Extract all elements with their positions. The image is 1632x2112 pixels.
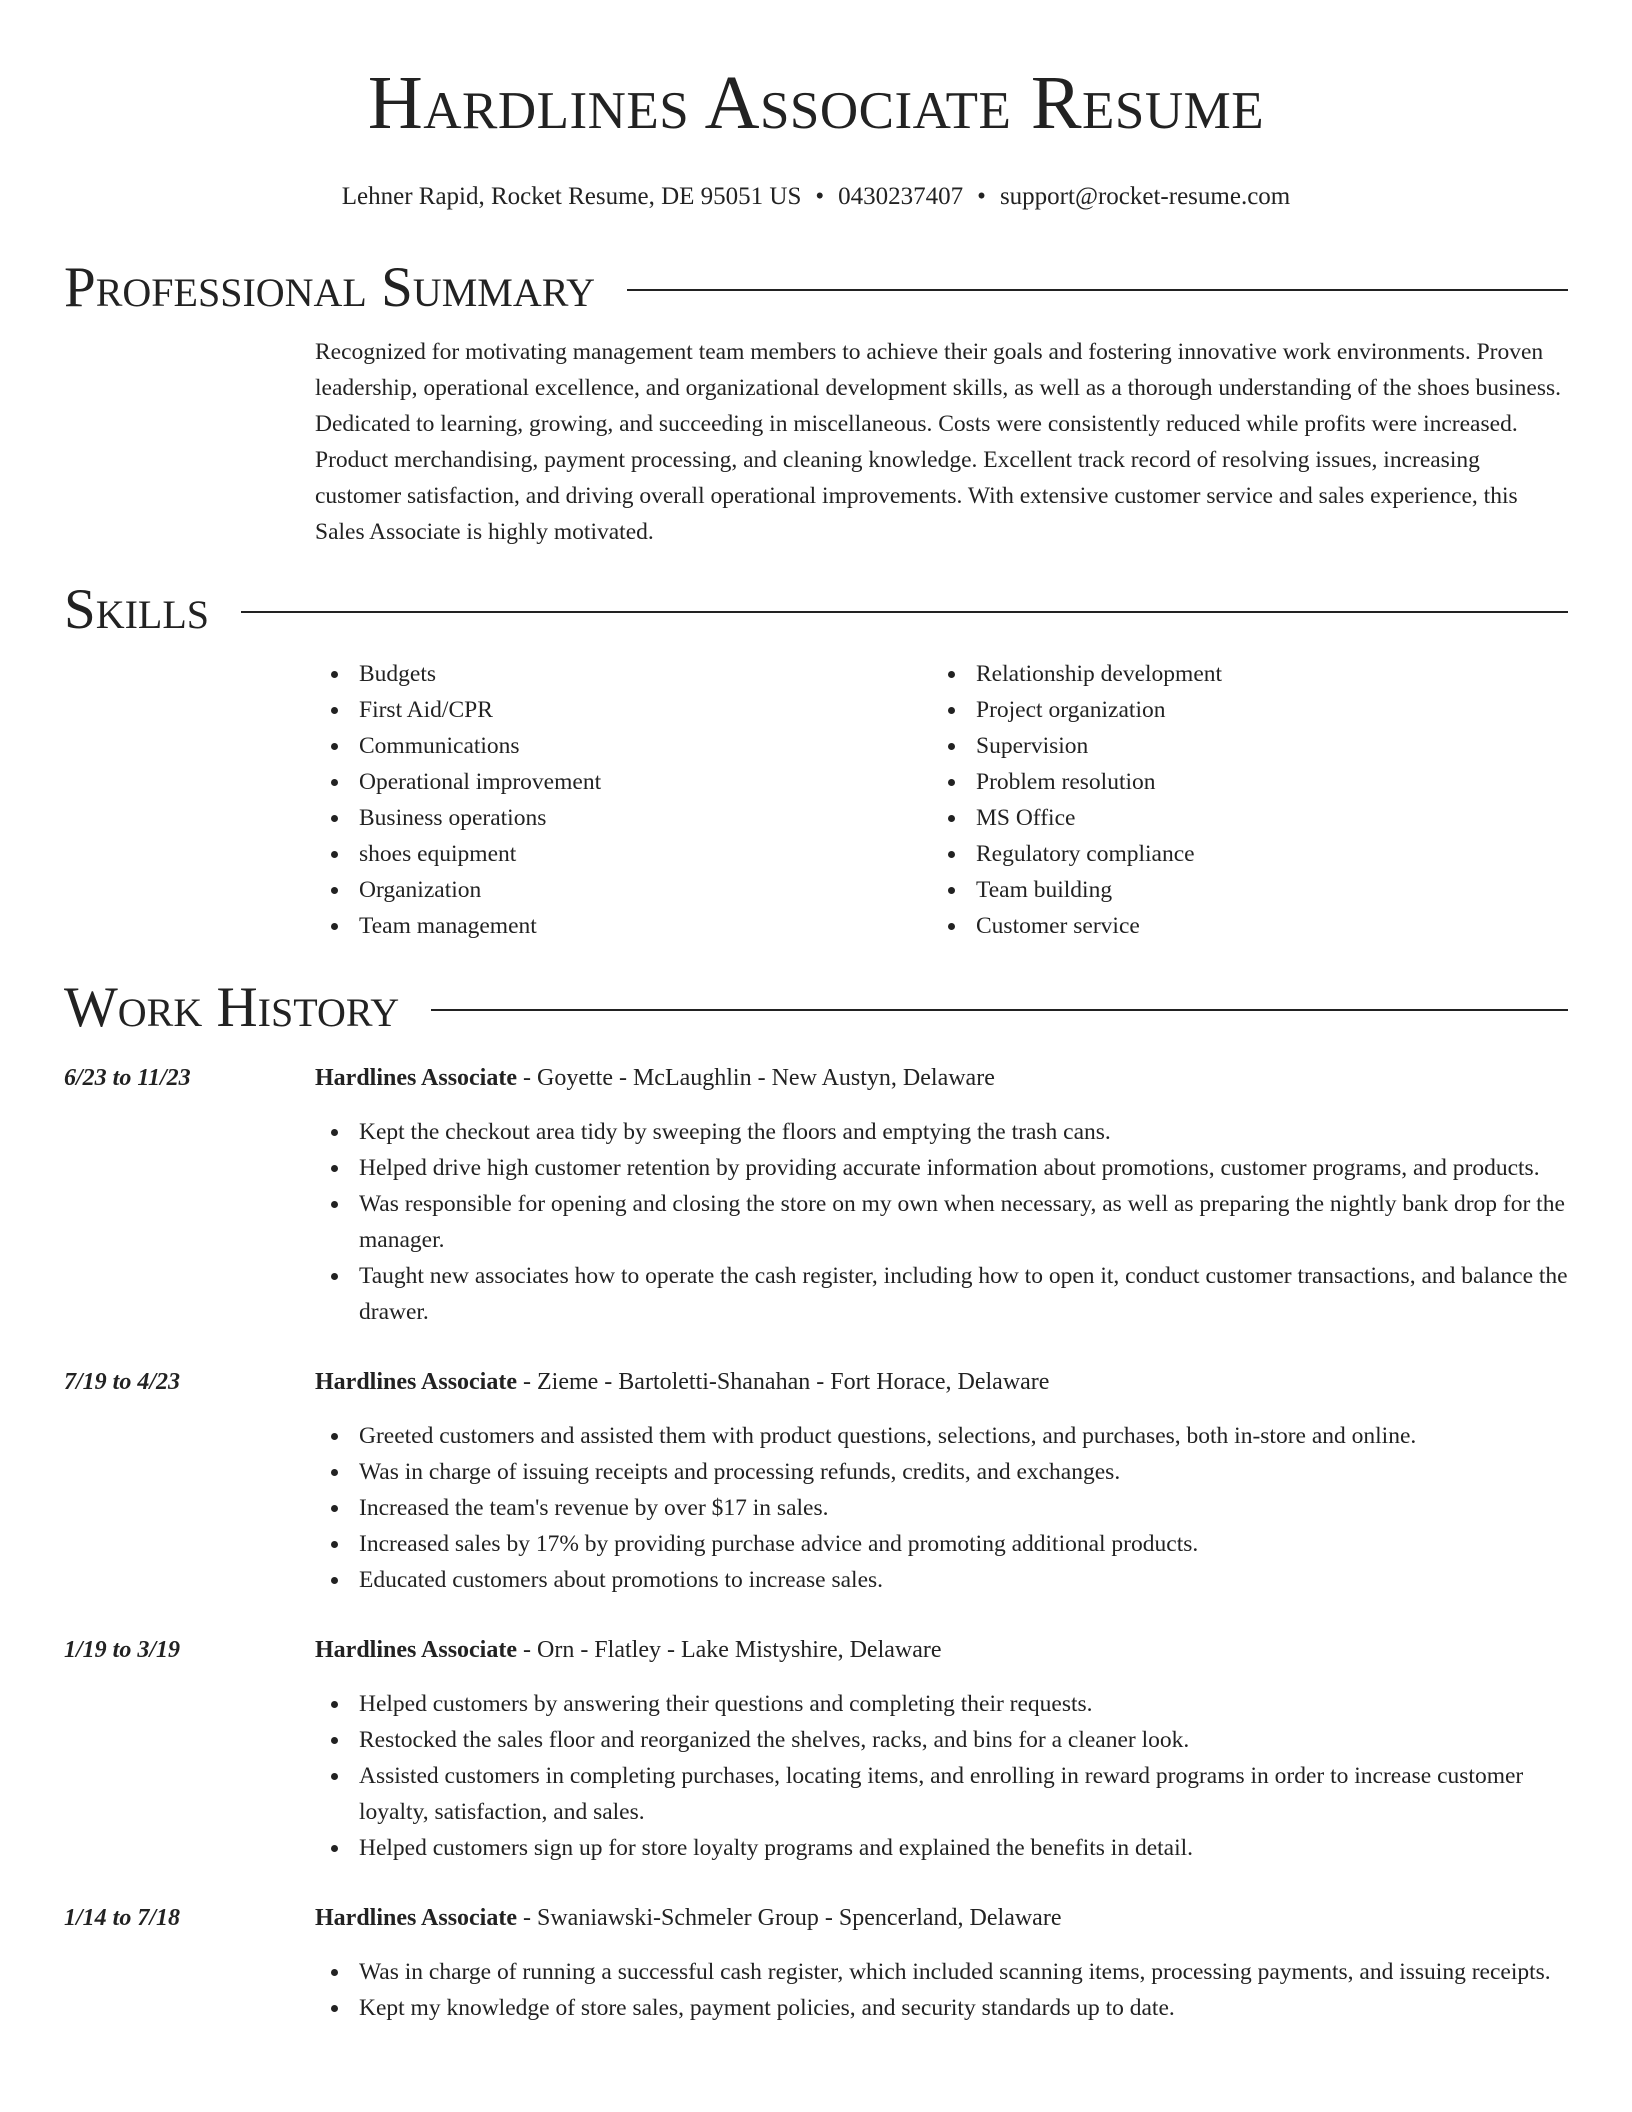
skills-column-left [315, 656, 932, 944]
job-role: Hardlines Associate [315, 1065, 517, 1091]
job-bullet [315, 1990, 1568, 2026]
job-bullet [315, 1258, 1568, 1330]
contact-address: Lehner Rapid, Rocket Resume, DE 95051 US [341, 183, 802, 210]
job-bullet [315, 1114, 1568, 1150]
contact-separator: • [815, 183, 825, 210]
bullet-dot-icon [331, 707, 338, 714]
job-bullet [315, 1186, 1568, 1258]
skills-grid [315, 656, 1568, 944]
job-bullet-text: Taught new associates how to operate the cash register, including how to open it, conduct customer transactions, and balance the drawer. [359, 1263, 1568, 1325]
section-heading: Work History [64, 976, 400, 1039]
job-employer-location: - Orn - Flatley - Lake Mistyshire, Delaware [517, 1637, 942, 1663]
skill-item [315, 908, 932, 944]
skills-column-right [932, 656, 1549, 944]
bullet-dot-icon [331, 1165, 338, 1172]
skill-item-text: Team building [976, 877, 1113, 903]
job-role: Hardlines Associate [315, 1369, 517, 1395]
skill-item-text: Operational improvement [359, 769, 602, 795]
job-dates: 7/19 to 4/23 [64, 1369, 181, 1395]
job-bullets [315, 1686, 1568, 1866]
job-bullet-text: Helped drive high customer retention by providing accurate information about promotions, customer programs, and products. [359, 1155, 1540, 1181]
job-bullet-text: Greeted customers and assisted them with product questions, selections, and purchases, both in-store and online. [359, 1423, 1417, 1449]
skill-item [932, 656, 1549, 692]
bullet-dot-icon [331, 815, 338, 822]
bullet-dot-icon [331, 923, 338, 930]
section-heading: Professional Summary [64, 256, 596, 319]
job-bullet [315, 1830, 1568, 1866]
skill-item [932, 692, 1549, 728]
skill-item [315, 764, 932, 800]
bullet-dot-icon [948, 707, 955, 714]
job-bullet [315, 1562, 1568, 1598]
bullet-dot-icon [331, 1541, 338, 1548]
skill-item [932, 764, 1549, 800]
job-employer-location: - Zieme - Bartoletti-Shanahan - Fort Horace, Delaware [517, 1369, 1050, 1395]
skill-item-text: Communications [359, 733, 520, 759]
skill-item-text: First Aid/CPR [359, 697, 493, 723]
job-body [315, 1900, 1568, 2026]
job-bullet [315, 1490, 1568, 1526]
job-entry [64, 1060, 1568, 1330]
skill-item-text: Team management [359, 913, 537, 939]
job-bullet-text: Was in charge of issuing receipts and processing refunds, credits, and exchanges. [359, 1459, 1121, 1485]
section-rule [241, 611, 1568, 613]
job-bullet [315, 1722, 1568, 1758]
job-bullet [315, 1758, 1568, 1830]
job-dates: 1/19 to 3/19 [64, 1637, 181, 1663]
skill-item-text: Organization [359, 877, 482, 903]
job-bullet-text: Assisted customers in completing purchases, locating items, and enrolling in reward programs in order to increase customer loyalty, satisfaction, and sales. [359, 1763, 1524, 1825]
section-rule [627, 289, 1568, 291]
bullet-dot-icon [948, 743, 955, 750]
contact-email: support@rocket-resume.com [999, 183, 1291, 210]
bullet-dot-icon [331, 1129, 338, 1136]
bullet-dot-icon [948, 923, 955, 930]
skill-item-text: shoes equipment [359, 841, 517, 867]
work-history-list [64, 1060, 1568, 2026]
job-entry [64, 1632, 1568, 1866]
job-heading [315, 1364, 1568, 1400]
job-dates: 1/14 to 7/18 [64, 1905, 181, 1931]
bullet-dot-icon [331, 671, 338, 678]
skill-item-text: Budgets [359, 661, 437, 687]
bullet-dot-icon [331, 779, 338, 786]
job-bullet [315, 1954, 1568, 1990]
job-role: Hardlines Associate [315, 1637, 517, 1663]
skill-item-text: Customer service [976, 913, 1140, 939]
bullet-dot-icon [331, 1737, 338, 1744]
professional-summary-header [64, 258, 1568, 318]
job-role: Hardlines Associate [315, 1905, 517, 1931]
job-bullet-text: Was in charge of running a successful cash register, which included scanning items, processing payments, and issuing receipts. [359, 1959, 1551, 1985]
job-bullet-text: Restocked the sales floor and reorganized the shelves, racks, and bins for a cleaner look. [359, 1727, 1190, 1753]
bullet-dot-icon [331, 887, 338, 894]
section-rule [431, 1009, 1568, 1011]
bullet-dot-icon [948, 779, 955, 786]
job-bullets [315, 1418, 1568, 1598]
job-bullets [315, 1114, 1568, 1330]
bullet-dot-icon [331, 1469, 338, 1476]
skill-item [932, 836, 1549, 872]
job-heading [315, 1632, 1568, 1668]
job-bullet [315, 1418, 1568, 1454]
job-body [315, 1364, 1568, 1598]
skills-header [64, 580, 1568, 640]
skill-item [315, 872, 932, 908]
job-bullet-text: Educated customers about promotions to increase sales. [359, 1567, 884, 1593]
summary-text: Recognized for motivating management team members to achieve their goals and fostering innovative work environments. Proven leadership, operational excellence, and organizational development skills, as well as a thorough understanding of the shoes business. Dedicated to learning, growing, and succeeding in miscellaneous. Costs were consistently reduced while profits were increased. Product merchandising, payment processing, and cleaning knowledge. Excellent track record of resolving issues, increasing customer satisfaction, and driving overall operational improvements. With extensive customer service and sales experience, this Sales Associate is highly motivated. [315, 339, 1562, 545]
section-heading: Skills [64, 578, 210, 641]
contact-separator: • [977, 183, 986, 210]
bullet-dot-icon [948, 815, 955, 822]
skill-item [932, 908, 1549, 944]
skill-item-text: Problem resolution [976, 769, 1156, 795]
work-history-header [64, 978, 1568, 1038]
skill-item [315, 728, 932, 764]
bullet-dot-icon [948, 887, 955, 894]
job-bullet-text: Increased sales by 17% by providing purchase advice and promoting additional products. [359, 1531, 1199, 1557]
skill-item [315, 692, 932, 728]
job-entry [64, 1364, 1568, 1598]
job-heading [315, 1900, 1568, 1936]
contact-phone: 0430237407 [838, 183, 964, 210]
skill-item-text: Regulatory compliance [976, 841, 1195, 867]
job-bullet [315, 1686, 1568, 1722]
job-bullet-text: Was responsible for opening and closing the store on my own when necessary, as well as preparing the nightly bank drop for the manager. [359, 1191, 1565, 1253]
skill-item-text: Supervision [976, 733, 1089, 759]
skill-item-text: Relationship development [976, 661, 1223, 687]
bullet-dot-icon [331, 2005, 338, 2012]
job-bullet-text: Increased the team's revenue by over $17 in sales. [359, 1495, 829, 1521]
skill-item [315, 656, 932, 692]
job-bullet-text: Helped customers by answering their questions and completing their requests. [359, 1691, 1093, 1717]
skill-item [932, 872, 1549, 908]
skill-item [932, 728, 1549, 764]
job-bullet [315, 1454, 1568, 1490]
bullet-dot-icon [948, 851, 955, 858]
bullet-dot-icon [331, 1701, 338, 1708]
bullet-dot-icon [331, 1773, 338, 1780]
skill-item-text: MS Office [976, 805, 1076, 831]
job-bullet-text: Kept the checkout area tidy by sweeping the floors and emptying the trash cans. [359, 1119, 1111, 1145]
job-body [315, 1060, 1568, 1330]
job-bullets [315, 1954, 1568, 2026]
skill-item [932, 800, 1549, 836]
skill-item [315, 836, 932, 872]
job-bullet-text: Helped customers sign up for store loyalty programs and explained the benefits in detail. [359, 1835, 1194, 1861]
job-body [315, 1632, 1568, 1866]
bullet-dot-icon [331, 1273, 338, 1280]
bullet-dot-icon [331, 1433, 338, 1440]
job-bullet-text: Kept my knowledge of store sales, payment policies, and security standards up to date. [359, 1995, 1175, 2021]
bullet-dot-icon [331, 1969, 338, 1976]
skill-item-text: Project organization [976, 697, 1166, 723]
contact-line [64, 182, 1568, 212]
job-bullet [315, 1526, 1568, 1562]
bullet-dot-icon [331, 1201, 338, 1208]
bullet-dot-icon [331, 851, 338, 858]
bullet-dot-icon [948, 671, 955, 678]
job-dates: 6/23 to 11/23 [64, 1065, 191, 1091]
job-heading [315, 1060, 1568, 1096]
resume-title: Hardlines Associate Resume [367, 61, 1265, 145]
bullet-dot-icon [331, 1505, 338, 1512]
bullet-dot-icon [331, 1845, 338, 1852]
job-employer-location: - Swaniawski-Schmeler Group - Spencerland, Delaware [517, 1905, 1062, 1931]
bullet-dot-icon [331, 1577, 338, 1584]
job-bullet [315, 1150, 1568, 1186]
skill-item [315, 800, 932, 836]
job-entry [64, 1900, 1568, 2026]
bullet-dot-icon [331, 743, 338, 750]
job-employer-location: - Goyette - McLaughlin - New Austyn, Delaware [517, 1065, 995, 1091]
skill-item-text: Business operations [359, 805, 547, 831]
